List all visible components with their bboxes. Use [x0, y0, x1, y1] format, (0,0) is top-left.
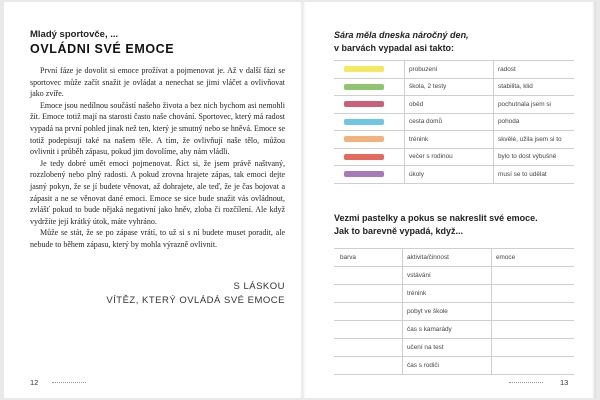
- emotion-fill-cell[interactable]: [492, 267, 575, 285]
- paragraph: První fáze je dovolit si emoce prožívat a pojmenovat je. Až v další fázi se sportovec může začít snažit je ovládat a nenechat se jimi vláčet a ovlivňovat jako zvíře.: [30, 66, 285, 99]
- color-fill-cell[interactable]: [334, 321, 403, 339]
- activity-cell: probuzení: [405, 61, 494, 79]
- table-row: [334, 357, 574, 375]
- paragraph: Může se stát, že se po zápase vrátí, to už si s ní budete muset poradit, ale nebude to během zápasu, který by mohla výrazně ovlivnit.: [30, 228, 285, 249]
- color-swatch: [344, 171, 384, 177]
- intro-line-2: v barvách vypadal asi takto:: [334, 42, 455, 53]
- activity-cell: pobyt ve škole: [403, 303, 492, 321]
- prompt-line-2: Jak to barevně vypadá, když...: [334, 225, 464, 236]
- page-number-left: 12: [30, 378, 39, 387]
- color-fill-cell[interactable]: [334, 267, 403, 285]
- color-fill-cell[interactable]: [334, 303, 403, 321]
- activity-cell: cesta domů: [405, 113, 494, 131]
- color-fill-cell[interactable]: [334, 339, 403, 357]
- activity-cell: čas s kamarády: [403, 321, 492, 339]
- emotion-fill-cell[interactable]: [492, 339, 575, 357]
- exercise-table: [334, 248, 574, 375]
- header-emotion: emoce: [492, 249, 575, 267]
- activity-cell: oběd: [405, 96, 494, 114]
- page-number-right: 13: [560, 378, 569, 387]
- signature-line-1: S LÁSKOU: [233, 281, 285, 292]
- signature-line-2: VÍTĚZ, KTERÝ OVLÁDÁ SVÉ EMOCE: [106, 295, 285, 306]
- footer-rule-left: [52, 382, 86, 383]
- color-cell: [334, 78, 405, 96]
- emotion-cell: pohoda: [494, 113, 575, 131]
- color-swatch: [344, 84, 384, 90]
- paragraph: Emoce jsou nedílnou součástí našeho života a bez nich bychom asi nemohli žít. Emoce totiž mají na starosti často naše chování. Sportovec, který má radost vypadá na první pohled jinak než ten, který je smutný nebo se hněvá. Emoce se totiž podepisují také na našem těle. A tím, že ovlivňují naše tělo, můžou ovlivnit i průběh zápasu, pokud jim dovolíme, aby nám vládli.: [30, 100, 285, 157]
- color-swatch: [344, 136, 384, 142]
- header-color: barva: [334, 249, 403, 267]
- paragraph: Je tedy dobré umět emoci pojmenovat. Říct si, že jsem právě naštvaný, rozzlobený nebo plný radosti. A pokud zrovna hrajete zápas, tak emoci dejte jasný pokyn, že se jí budete věnovat, až dohrajete, ale teď, že je čas bojovat a zápasit a ne se věnovat dané emoci. Emoce se sice bude snažit vás ovládnout, zvlášť pokud to bude nějaká negativní jako hněv, zloba či rozčílení. Ale když vydržíte její krátký útok, máte vyhráno.: [30, 158, 285, 226]
- color-cell: [334, 96, 405, 114]
- table-row: [334, 285, 574, 303]
- prompt-line-1: Vezmi pastelky a pokus se nakreslit své emoce.: [334, 213, 538, 223]
- color-swatch: [344, 119, 384, 125]
- emotion-fill-cell[interactable]: [492, 285, 575, 303]
- activity-cell: úkoly: [405, 166, 494, 184]
- table-row: [334, 148, 574, 166]
- color-fill-cell[interactable]: [334, 357, 403, 375]
- table-row: [334, 131, 574, 149]
- table-row: [334, 166, 574, 184]
- book-spread: [4, 2, 596, 398]
- table-row: [334, 78, 574, 96]
- activity-cell: vstávání: [403, 267, 492, 285]
- day-color-table: [334, 60, 574, 184]
- color-cell: [334, 166, 405, 184]
- table-row: [334, 96, 574, 114]
- emotion-cell: radost: [494, 61, 575, 79]
- intro-text: [334, 29, 574, 54]
- emotion-cell: pochutnala jsem si: [494, 96, 575, 114]
- table-row: [334, 339, 574, 357]
- intro-line-1: Sára měla dneska náročný den,: [334, 30, 469, 40]
- table-row: [334, 303, 574, 321]
- color-swatch: [344, 154, 384, 160]
- emotion-fill-cell[interactable]: [492, 321, 575, 339]
- color-cell: [334, 148, 405, 166]
- emotion-cell: stabilita, klid: [494, 78, 575, 96]
- table-row: [334, 113, 574, 131]
- book-gutter: [300, 2, 306, 398]
- emotion-cell: musí se to udělat: [494, 166, 575, 184]
- emotion-cell: bylo to dost výbušné: [494, 148, 575, 166]
- color-swatch: [344, 66, 384, 72]
- activity-cell: učení na test: [403, 339, 492, 357]
- page-edge: [592, 2, 596, 398]
- color-cell: [334, 113, 405, 131]
- signature-block: [106, 280, 285, 308]
- emotion-fill-cell[interactable]: [492, 303, 575, 321]
- color-cell: [334, 61, 405, 79]
- color-cell: [334, 131, 405, 149]
- table-row: [334, 267, 574, 285]
- exercise-prompt: [334, 212, 579, 237]
- table-row: [334, 61, 574, 79]
- footer-rule-right: [509, 382, 543, 383]
- page-subtitle: Mladý sportovče, ...: [30, 29, 119, 40]
- body-text: [30, 65, 285, 251]
- header-activity: aktivita/činnost: [403, 249, 492, 267]
- activity-cell: škola, 2 testy: [405, 78, 494, 96]
- color-swatch: [344, 101, 384, 107]
- page-title: OVLÁDNI SVÉ EMOCE: [30, 42, 175, 56]
- activity-cell: večer s rodinou: [405, 148, 494, 166]
- table-row: [334, 321, 574, 339]
- emotion-fill-cell[interactable]: [492, 357, 575, 375]
- color-fill-cell[interactable]: [334, 285, 403, 303]
- activity-cell: čas s rodiči: [403, 357, 492, 375]
- emotion-cell: skvělé, užila jsem si to: [494, 131, 575, 149]
- table-header-row: [334, 249, 574, 267]
- activity-cell: trénink: [405, 131, 494, 149]
- activity-cell: trénink: [403, 285, 492, 303]
